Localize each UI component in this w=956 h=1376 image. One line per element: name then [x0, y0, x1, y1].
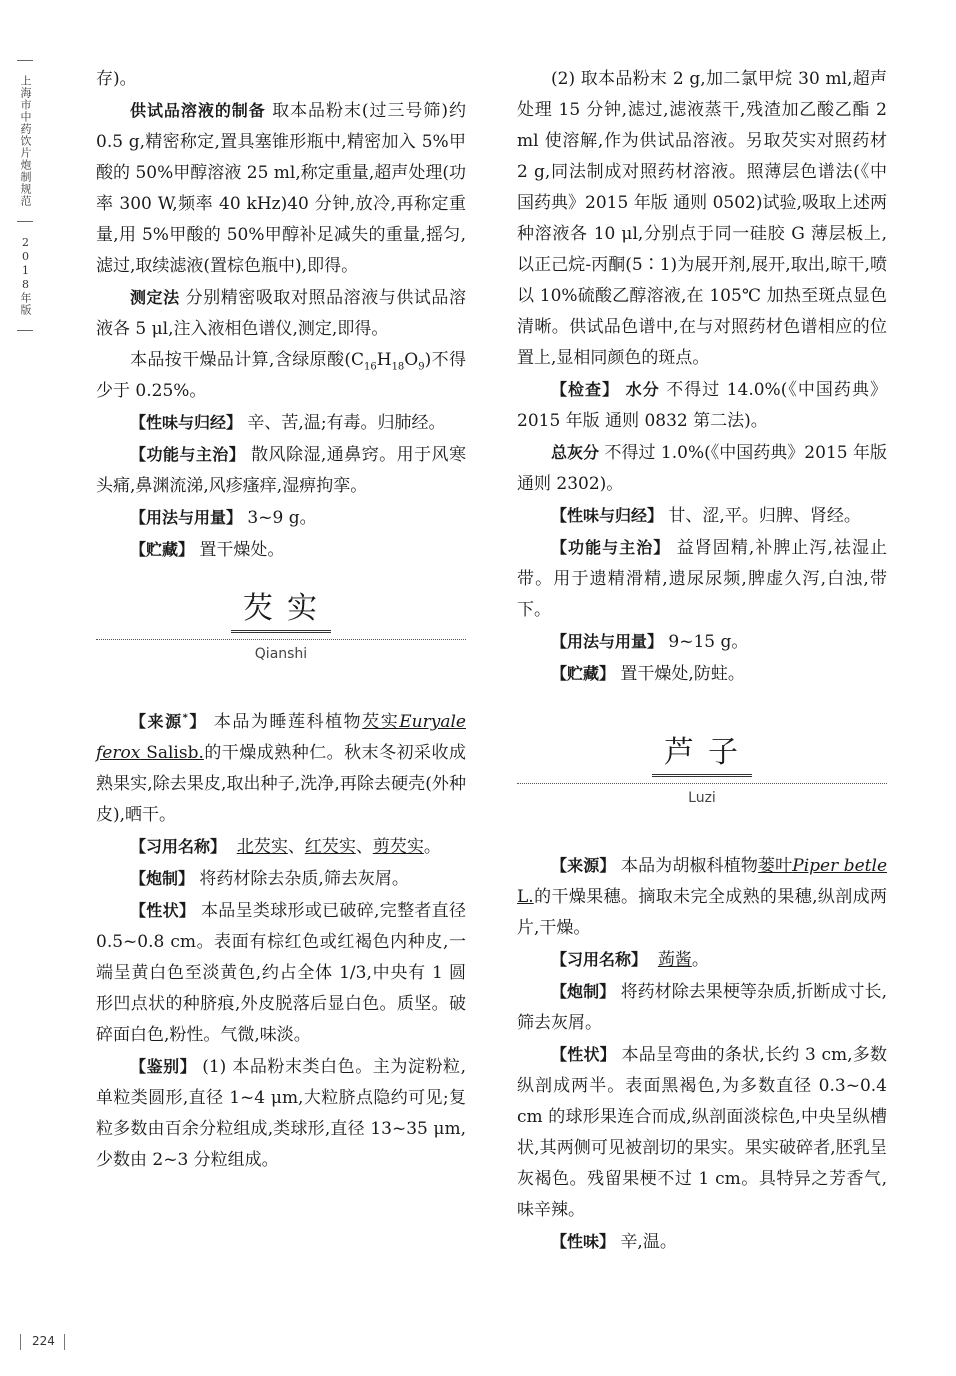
- sidebar-rule: [17, 330, 33, 331]
- paragraph-process: 【炮制】 将药材除去果梗等杂质,折断成寸长,筛去灰屑。: [517, 982, 887, 1033]
- paragraph-usage: 【用法与用量】 9~15 g。: [551, 632, 749, 652]
- paragraph-identify-2: (2) 取本品粉末 2 g,加二氯甲烷 30 ml,超声处理 15 分钟,滤过,滤液蒸干,残渣加乙酸乙酯 2 ml 使溶解,作为供试品溶液。另取芡实对照药材 2 g,同法制成对照药材溶液。照薄层色谱法(《中国药典》2015 年版 通则 0502)试验,吸取上述两种溶液各 10 μl,分别点于同一硅胶 G 薄层板上,以正己烷-丙酮(5∶1)为展开剂,展开,取出,晾干,喷以 10%硫酸乙醇溶液,在 105℃ 加热至斑点显色清晰。供试品色谱中,在与对照药材色谱相应的位置上,显相同颜色的斑点。: [517, 69, 887, 368]
- entry-pinyin: Qianshi: [254, 646, 308, 662]
- section-label: 【性状】: [130, 901, 196, 920]
- paragraph-content: 本品按干燥品计算,含绿原酸$(C_{16}H_{18}O_9)$不得少于 0.25%。: [96, 350, 467, 401]
- section-label: 【功能与主治】: [130, 445, 246, 464]
- section-label: 【用法与用量】: [551, 632, 664, 651]
- entry-divider: [517, 783, 887, 784]
- section-label: 【习用名称】: [130, 837, 227, 856]
- paragraph-measure: 测定法 分别精密吸取对照品溶液与供试品溶液各 5 μl,注入液相色谱仪,测定,即得。: [96, 288, 466, 339]
- section-label: 【用法与用量】: [130, 508, 243, 527]
- paragraph-nature: 【性味与归经】 甘、涩,平。归脾、肾经。: [551, 506, 861, 526]
- section-label: 【炮制】: [130, 869, 195, 888]
- entry-title: 芡实: [231, 590, 331, 633]
- sidebar-rule: [17, 60, 33, 61]
- section-label: 【性味】: [551, 1232, 616, 1251]
- paragraph-identify: 【鉴别】 (1) 本品粉末类白色。主为淀粉粒,单粒类圆形,直径 1~4 μm,大粒脐点隐约可见;复粒多数由百余分粒组成,类球形,直径 13~35 μm,少数由 2~3 分粒组成。: [96, 1057, 466, 1170]
- paragraph-alias: 【习用名称】 蒟酱。: [551, 950, 709, 970]
- section-label: 【贮藏】: [551, 664, 616, 683]
- page-number: 224: [32, 1334, 55, 1348]
- section-label: 【性状】: [551, 1045, 616, 1064]
- continued-text: 存)。: [96, 69, 137, 89]
- paragraph-taste: 【性味】 辛,温。: [551, 1232, 677, 1252]
- paragraph-check: 【检查】 水分 不得过 14.0%(《中国药典》2015 年版 通则 0832 第二法)。: [517, 380, 887, 431]
- paragraph-source: 【来源】 本品为胡椒科植物蒌叶Piper betle L.的干燥果穗。摘取未完全成熟的果穗,纵剖成两片,干燥。: [517, 856, 888, 938]
- section-label: 【鉴别】: [130, 1057, 197, 1076]
- paragraph-function: 【功能与主治】 益肾固精,补脾止泻,祛湿止带。用于遗精滑精,遗尿尿频,脾虚久泻,白浊,带下。: [517, 538, 887, 620]
- paragraph-alias: 【习用名称】 北芡实、红芡实、剪芡实。: [130, 837, 441, 857]
- section-label: 【习用名称】: [551, 950, 648, 969]
- sample-prep-heading: 供试品溶液的制备: [130, 101, 266, 120]
- sidebar-rule: [17, 221, 33, 222]
- page-number-divider: [64, 1334, 65, 1350]
- section-label: 【检查】: [551, 380, 620, 399]
- entry-header-qianshi: [96, 590, 466, 664]
- paragraph-sample-prep: 供试品溶液的制备 取本品粉末(过三号筛)约 0.5 g,精密称定,置具塞锥形瓶中,精密加入 5%甲酸的 50%甲醇溶液 25 ml,称定重量,超声处理(功率 300 W,频率 40 kHz)40 分钟,放冷,再称定重量,用 5%甲酸的 50%甲醇补足减失的重量,摇匀,滤过,取续滤液(置棕色瓶中),即得。: [96, 101, 466, 276]
- entry-header-luzi: [517, 734, 887, 808]
- section-label: 【性味与归经】: [551, 506, 664, 525]
- paragraph-usage: 【用法与用量】 3~9 g。: [130, 508, 317, 528]
- running-sidebar: [14, 60, 36, 331]
- paragraph-ash: 总灰分 不得过 1.0%(《中国药典》2015 年版 通则 2302)。: [517, 443, 887, 494]
- paragraph-property: 【性状】 本品呈弯曲的条状,长约 3 cm,多数纵剖成两半。表面黑褐色,为多数直径 0.3~0.4 cm 的球形果连合而成,纵剖面淡棕色,中央呈纵槽状,其两侧可见被剖切的果实。果实破碎者,胚乳呈灰褐色。残留果梗不过 1 cm。具特异之芳香气,味辛辣。: [517, 1045, 887, 1220]
- paragraph-process: 【炮制】 将药材除去杂质,筛去灰屑。: [130, 869, 409, 889]
- section-label: 【来源*】: [130, 712, 207, 731]
- sidebar-edition: 2018年版: [19, 236, 32, 316]
- ash-heading: 总灰分: [551, 443, 600, 462]
- paragraph-storage: 【贮藏】 置干燥处。: [130, 540, 285, 560]
- paragraph-nature: 【性味与归经】 辛、苦,温;有毒。归肺经。: [130, 413, 446, 433]
- section-label: 【功能与主治】: [551, 538, 671, 557]
- entry-title: 芦子: [652, 734, 752, 777]
- left-column: [96, 64, 466, 1176]
- entry-pinyin: Luzi: [688, 790, 716, 806]
- paragraph-storage: 【贮藏】 置干燥处,防蛀。: [551, 664, 745, 684]
- section-label: 【炮制】: [551, 982, 616, 1001]
- paragraph-property: 【性状】 本品呈类球形或已破碎,完整者直径 0.5~0.8 cm。表面有棕红色或红褐色内种皮,一端呈黄白色至淡黄色,约占全体 1/3,中央有 1 圆形凹点状的种脐痕,外皮脱落后显白色。质坚。破碎面白色,粉性。气微,味淡。: [96, 901, 466, 1045]
- sidebar-book-title: 上海市中药饮片炮制规范: [19, 75, 32, 207]
- paragraph-function: 【功能与主治】 散风除湿,通鼻窍。用于风寒头痛,鼻渊流涕,风疹瘙痒,湿痹拘挛。: [96, 445, 466, 496]
- paragraph-source: 【来源*】 本品为睡莲科植物芡实Euryale ferox Salisb.的干燥成熟种仁。秋末冬初采收成熟果实,除去果皮,取出种子,洗净,再除去硬壳(外种皮),晒干。: [96, 712, 466, 825]
- water-heading: 水分: [619, 380, 660, 399]
- page-number-divider: [20, 1334, 21, 1350]
- right-column: [517, 64, 887, 1258]
- section-label: 【来源】: [551, 856, 616, 875]
- measure-heading: 测定法: [130, 288, 180, 307]
- section-label: 【性味与归经】: [130, 413, 243, 432]
- section-label: 【贮藏】: [130, 540, 195, 559]
- entry-divider: [96, 639, 466, 640]
